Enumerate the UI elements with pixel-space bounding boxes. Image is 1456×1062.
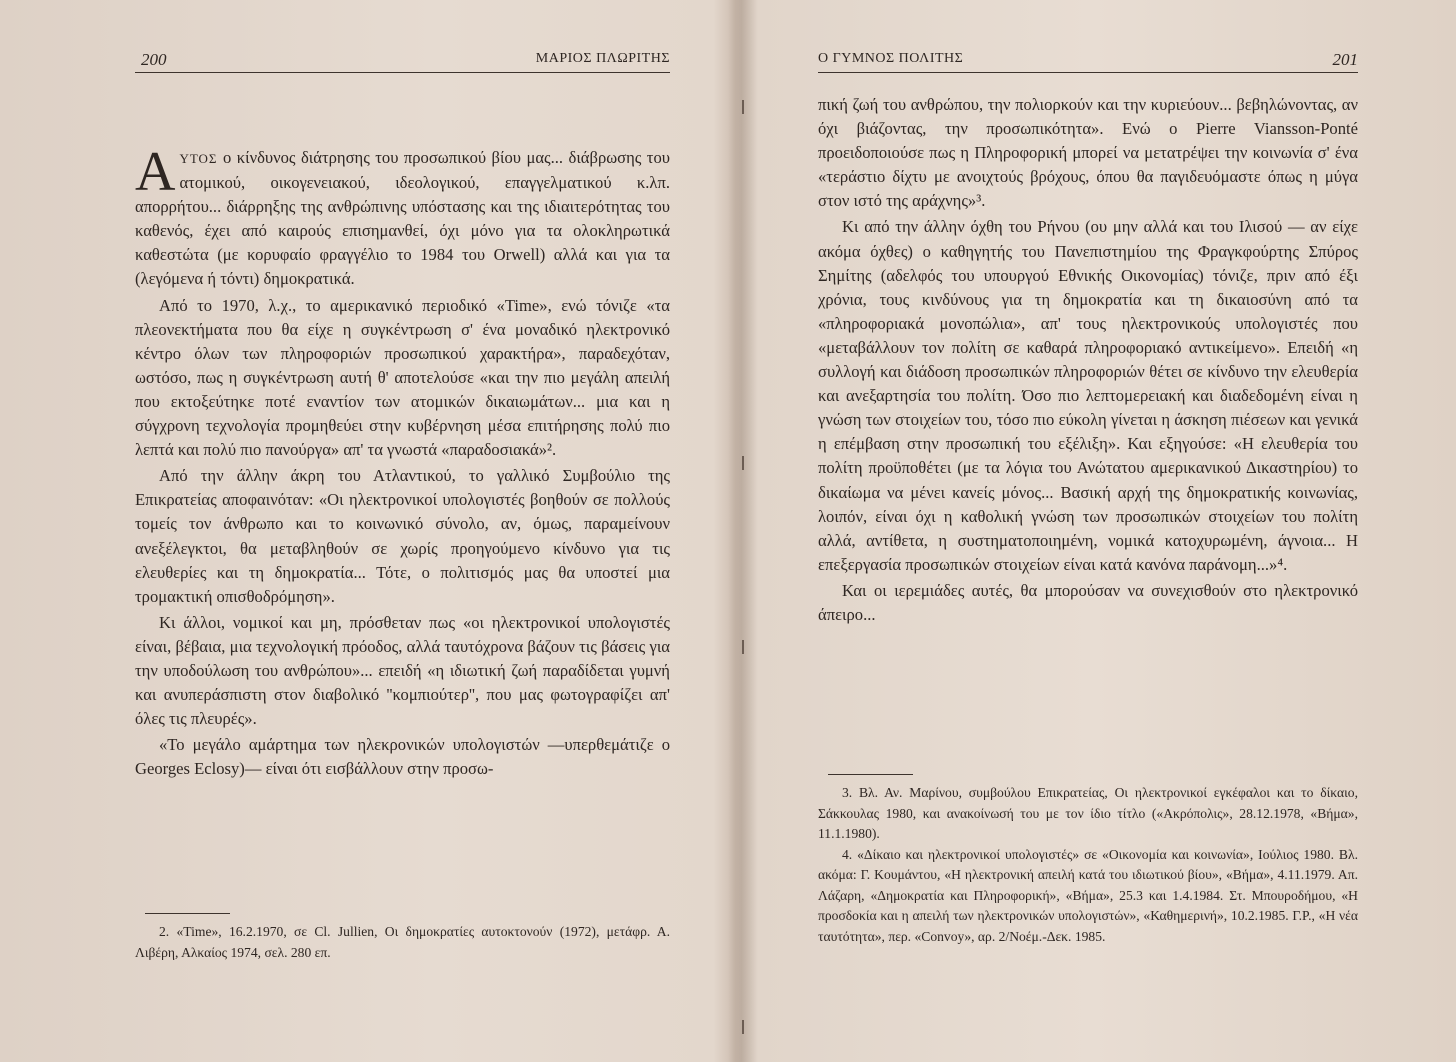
binding-mark — [742, 456, 744, 470]
footnote: 2. «Time», 16.2.1970, σε Cl. Jullien, Οι δημοκρατίες αυτοκτονούν (1972), μετάφρ. Α. Λιβέρη, Αλκαίος 1974, σελ. 280 επ. — [135, 924, 670, 960]
footnotes — [135, 922, 670, 963]
first-word: ΥΤΟΣ — [179, 151, 218, 166]
paragraph: Κι από την άλλην όχθη του Ρήνου (ου μην αλλά και του Ιλισού — αν είχε ακόμα όχθες) ο καθηγητής του Πανεπιστημίου της Φραγκφούρτης Σπύρος Σημίτης (αδελφός του υπουργού Εθνικής Οικονομίας) τόνιζε, πριν από έξι χρόνια, τους κινδύνους για τη δημοκρατία και τη δικαιοσύνη από τα «πληροφοριακά μονοπώλια», απ' τους ηλεκτρονικούς υπολογιστές που «μεταβάλλουν τον πολίτη σε καθαρά πληροφοριακό αντικείμενο». Επειδή «η συλλογή και διάδοση προσωπικών πληροφοριών θέτει σε κίνδυνο την ελευθερία και ανεξαρτησία του πολίτη. Όσο πιο λεπτομερειακή και διαδεδομένη είναι η γνώση των στοιχείων του, τόσο πιο εύκολη γίνεται η άσκηση πιέσεων και γενικά η επέμβαση στην προσωπική του εξέλιξη». Και εξηγούσε: «Η ελευθερία του πολίτη προϋποθέτει (με τα λόγια του Ανώτατου αμερικανικού Δικαστηρίου) το δικαίωμα να μένει κανείς μόνος... Βασική αρχή της δημοκρατικής κοινωνίας, λοιπόν, είναι όχι η καθολική γνώση των προσωπικών στοιχείων του πολίτη αλλά, αντίθετα, η συστηματοποιημένη, νομικά κατοχυρωμένη, άγνοια... Η επεξεργασία προσωπικών στοιχείων είναι κατά κανόνα παράνομη...»⁴. — [818, 217, 1358, 574]
footnote-rule — [828, 774, 913, 775]
paragraph-text: ο κίνδυνος διάτρησης του προσωπικού βίου μας... διάβρωσης του ατομικού, οικογενειακού, ιδεολογικού, επαγγελματικού κ.λπ. απορρήτου... διάρρηξης της ανθρώπινης υπόστασης και της ιδιαιτερότητας του καθενός, έχει από καιρούς επισημανθεί, όχι μόνο για τα ολοκληρωτικά καθεστώτα (με κορυφαίο φραγγέλιο το 1984 του Orwell) αλλά και για τα (λεγόμενα ή τόντι) δημοκρατικά. — [135, 148, 670, 289]
paragraph: Κι άλλοι, νομικοί και μη, πρόσθεταν πως «οι ηλεκτρονικοί υπολογιστές είναι, βέβαια, μια τεχνολογική πρόοδος, αλλά ταυτόχρονα βάζουν τις βάσεις για την υποδούλωση του ανθρώπου»... επειδή «η ιδιωτική ζωή παραδίδεται γυμνή και ανυπεράσπιστη στον διαβολικό ''κομπιούτερ'', που μας φωτογραφίζει απ' όλες τις πλευρές». — [135, 612, 670, 729]
binding-mark — [742, 640, 744, 654]
paragraph: «Το μεγάλο αμάρτημα των ηλεκρονικών υπολογιστών —υπερθεμάτιζε ο Georges Eclosy)— είναι ότι εισβάλλουν στην προσω- — [135, 735, 670, 779]
book-gutter — [728, 0, 758, 1062]
right-page-body — [818, 93, 1358, 629]
drop-cap: Α — [135, 141, 176, 203]
paragraph: Και οι ιερεμιάδες αυτές, θα μπορούσαν να συνεχισθούν στο ηλεκτρονικό άπειρο... — [818, 580, 1358, 624]
paragraph — [135, 141, 670, 292]
running-title: Ο ΓΥΜΝΟΣ ΠΟΛΙΤΗΣ — [818, 51, 964, 66]
page-number: 200 — [141, 50, 167, 69]
right-page-header — [818, 48, 1358, 73]
paragraph: Από την άλλην άκρη του Ατλαντικού, το γαλλικό Συμβούλιο της Επικρατείας αποφαινόταν: «Οι ηλεκτρονικοί υπολογιστές βοηθούν σε πολλούς τομείς τον άνθρωπο και το κοινωνικό σύνολο, αν, όμως, παραμείνουν ανεξέλεγκτοι, θα μεταβληθούν σε χωρίς προηγούμενο κίνδυνο για τις ελευθερίες και τη δημοκρατία... Τότε, ο πολιτισμός μας θα υποστεί μια τρομακτική οπισθοδρόμηση». — [135, 466, 670, 606]
footnote-rule — [145, 913, 230, 914]
left-page — [135, 0, 670, 1062]
page-number: 201 — [1332, 50, 1358, 69]
paragraph: πική ζωή του ανθρώπου, την πολιορκούν και την κυριεύουν... βεβηλώνοντας, αν όχι βιάζοντας, την προσωπικότητα». Ενώ ο Pierre Viansson-Ponté προειδοποιούσε πως η Πληροφορική μπορεί να μετατρέψει την κοινωνία σ' ένα «τεράστιο δίχτυ με ανοιχτούς βρόχους, όπου θα παγιδευόμαστε όπως η μύγα στον ιστό της αράχνης»³. — [818, 95, 1358, 211]
binding-mark — [742, 100, 744, 114]
right-page — [818, 0, 1358, 1062]
footnotes — [818, 783, 1358, 947]
left-page-header — [135, 48, 670, 73]
running-title: ΜΑΡΙΟΣ ΠΛΩΡΙΤΗΣ — [535, 51, 670, 66]
left-page-body — [135, 141, 670, 783]
footnote: 3. Βλ. Αν. Μαρίνου, συμβούλου Επικρατείας, Οι ηλεκτρονικοί εγκέφαλοι και το δίκαιο, Σάκκουλας 1980, και ανακοίνωσή του με τον ίδιο τίτλο («Ακρόπολις», 28.12.1978, «Βήμα», 11.1.1980). — [818, 785, 1358, 841]
paragraph: Από το 1970, λ.χ., το αμερικανικό περιοδικό «Time», ενώ τόνιζε «τα πλεονεκτήματα που θα είχε η συγκέντρωση σ' ένα μοναδικό ηλεκτρονικό κέντρο όλων των πληροφοριών προσωπικού χαρακτήρα», παραδεχόταν, ωστόσο, πως η συγκέντρωση αυτή θ' αποτελούσε «και την πιο μεγάλη απειλή που εκτοξεύτηκε ποτέ εναντίον των ατομικών δικαιωμάτων... μια και η σύγχρονη τεχνολογία προμηθεύει στην κυβέρνηση μέσα επιτήρησης πολύ πιο λεπτά και πολύ πιο πανούργα» απ' τα γνωστά «παραδοσιακά»². — [135, 295, 670, 460]
footnote: 4. «Δίκαιο και ηλεκτρονικοί υπολογιστές» σε «Οικονομία και κοινωνία», Ιούλιος 1980. Βλ. ακόμα: Γ. Κουμάντου, «Η ηλεκτρονική απειλή κατά του ιδιωτικού βίου», «Βήμα», 4.11.1979. Απ. Λάζαρη, «Δημοκρατία και Πληροφορική», «Βήμα», 25.3 και 1.4.1984. Στ. Μπουροδήμου, «Η προσδοκία και η απειλή των ηλεκτρονικών υπολογιστών», «Καθημερινή», 10.2.1985. Γ.Ρ., «Η νέα ταυτότητα», περ. «Convoy», αρ. 2/Νοέμ.-Δεκ. 1985. — [818, 846, 1358, 944]
binding-mark — [742, 1020, 744, 1034]
